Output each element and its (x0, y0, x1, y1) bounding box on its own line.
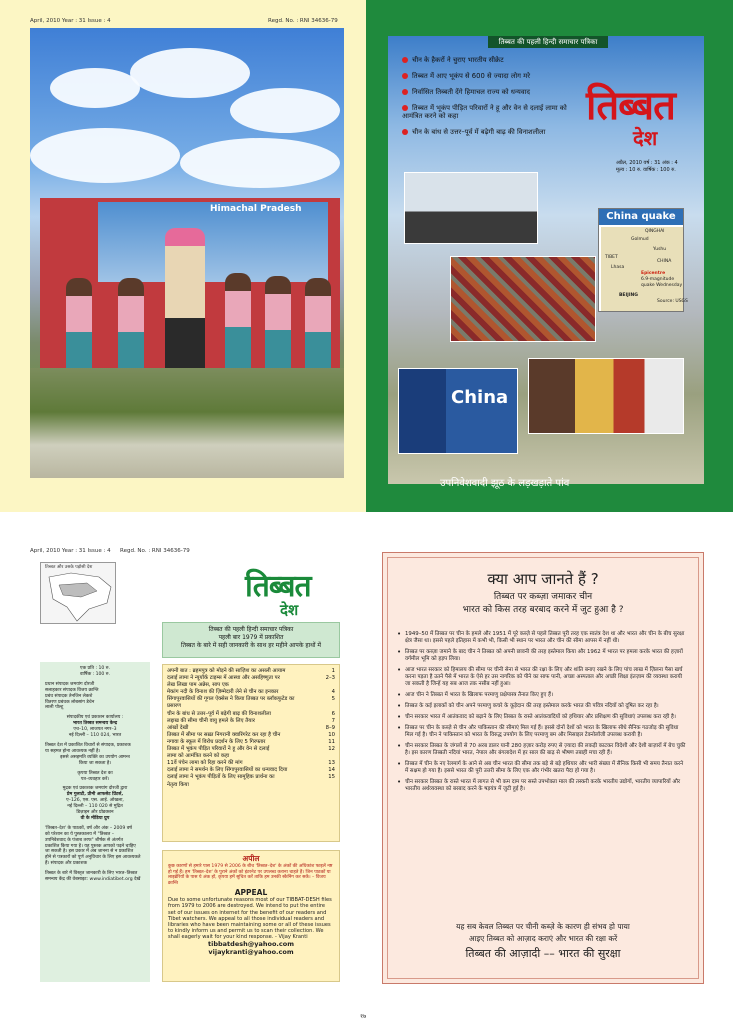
masthead-title: तिब्बत (586, 82, 675, 129)
banner-text: Himachal Pradesh (210, 204, 302, 214)
map-label: Epicentre (641, 271, 666, 276)
imprint-line: ए–126, एस. एस. आई. ओखला, (66, 798, 124, 804)
tl-header-regd: Regd. No. : RNI 34636-79 (268, 18, 338, 24)
contents-masthead-sub: देश (280, 601, 299, 619)
toc-entry-title: दलाई लामा ने भूकंप पीड़ितों के लिए सामूहिक प्रार्थना का (167, 774, 275, 781)
toc-entry[interactable] (167, 703, 335, 710)
toc-entry-page: 10 (328, 731, 335, 738)
toc-entry[interactable] (167, 696, 335, 703)
imprint-line: एक प्रति : 10 रु. (80, 666, 110, 671)
cover-price-info: मूल्य : 10 रु. वार्षिक : 100 रु. (616, 167, 676, 173)
imprint-line: संपादकीय एवं प्रकाशन कार्यालय : (66, 715, 124, 721)
toc-entry-page (332, 782, 335, 789)
minister-photo (398, 368, 518, 454)
china-quake-map (601, 227, 688, 311)
imprint-line: प्रकाशित किया गया है। यह पुस्तक आपको पढ़ने चाहिए (45, 843, 136, 849)
imprint-line: लाली पोल्टू (45, 705, 64, 711)
toc-entry-page: 8–9 (325, 724, 335, 731)
appeal-box (162, 850, 340, 982)
toc-entry[interactable] (167, 718, 335, 725)
did-you-know-footer (383, 921, 703, 963)
imprint-line: तिब्बत देश में प्रकाशित विचारों से संपादक, प्रकाशक (45, 742, 131, 748)
toc-entry-title: प्रसारण (167, 703, 181, 710)
masthead-subtitle: देश (633, 126, 658, 150)
appeal-heading-english: APPEAL (234, 888, 268, 898)
fact-item: • चीन सरकार भारत में आतंकवाद को बढ़ाने के लिए तिब्बत के रास्ते आतंकवादियों को हथियार और प्रशिक्षण की सुविधाएं उपलब्ध करा रही है। (397, 714, 687, 721)
imprint-line: वी के मीडिया ग्रुप (80, 815, 110, 821)
toc-entry-page (332, 703, 335, 710)
subtitle-line: भारत को किस तरह बरबाद करने में जुट हुआ है ? (462, 605, 624, 615)
cover-issue-info: अप्रैल, 2010 वर्ष : 31 अंक : 4 (616, 160, 678, 166)
fact-item: • आज चीन ने तिब्बत में भारत के खिलाफ परमाणु प्रक्षेपास्त्र तैनात किए हुए हैं। (397, 692, 687, 699)
monks-rescue-photo (450, 256, 596, 342)
cover-headline: निर्वासित तिब्बती देंगे हिमाचल राज्य को धन्यवाद (402, 88, 572, 96)
imprint-line: या सहमत होना आवश्यक नहीं है। (45, 748, 101, 754)
imprint-line: भारत तिब्बत समन्वय केन्द्र (72, 721, 118, 727)
cover-tagline: तिब्बत की पहली हिन्दी समाचार पत्रिका (488, 36, 608, 48)
imprint-line: 'तिब्बत–देश' के पाठकों, वर्ष और अंक – 2009 वर्ष (45, 825, 132, 831)
imprint-line: कृपया तिब्बत देश का (77, 770, 113, 776)
map-label: TIBET (605, 255, 618, 260)
table-of-contents (162, 664, 340, 842)
toc-header-line: तिब्बत की पहली हिन्दी समाचार पत्रिका (208, 626, 294, 633)
imprint-column (40, 662, 150, 982)
fact-list (397, 631, 687, 797)
fact-item: • तिब्बत पर चीन के कब्ज़े से चीन और पाकिस्तान की सीमाएं मिल गई हैं। इससे दोनों देशों को भारत के खिलाफ सीधे सैनिक गठजोड़ की सुविधा मिल गई है। चीन ने पाकिस्तान को भारत के विरुद्ध उपयोग के लिए परमाणु बम और मिसाइल टेक्नोलॉजी उपलब्ध करायी है। (397, 725, 687, 739)
toc-entry-page: 5 (331, 696, 335, 703)
china-quake-map-box (598, 208, 688, 312)
imprint-line: इससे असहमति व्यक्ति का उपयोग आमन्त्र (60, 754, 130, 760)
did-you-know-title: क्या आप जानते हैं ? (487, 570, 599, 588)
toc-entry-page: 15 (328, 774, 335, 781)
appeal-text-hindi: कुछ कारणों से हमारे पास 1979 से 2006 के बीच 'तिब्बत–देश' के अंकों की अधिकांश फाइलें नष्ट हो गई हैं। हम 'तिब्बत–देश' के पुराने अंकों को इंटरनेट पर उपलब्ध कराना चाहते हैं। जिन पाठकों या लाइब्रेरियों के पास ये अंक हों, कृपया हमें सूचित करें ताकि हम उनकी स्कैनिंग कर सकें। – विजय क्रान्ति (168, 864, 333, 886)
fact-item: • 1949–50 में तिब्बत पर चीन के हमले और 1951 में पूरे कब्ज़े से पहले तिब्बत पूरी तरह एक स्वतंत्र देश था और भारत और चीन के बीच सुरक्षा क्षेत्र जैसा था। इससे पहले इतिहास में कभी भी, किसी भी स्थान पर भारत और चीन की सीमा आपस में नहीं थी। (397, 631, 687, 645)
imprint-line: डिज़ाइन और प्रोडक्शन (76, 810, 114, 816)
toc-entry-page: 13 (328, 760, 335, 767)
map-title: तिब्बत और उसके पड़ोसी देश (45, 565, 93, 570)
toc-entry-title: सिंगापुरवासियों की गूगल ऐक्सेस ने किया तिब्बत पर ब्लॉकफुटेड का (167, 696, 295, 703)
cover-headline: तिब्बत में भूकंप पीड़ित परिवारों ने हू और वेन से दलाई लामा को आमंत्रित करने को कहा (402, 104, 567, 120)
toc-entry-page: 4 (331, 689, 335, 696)
fact-item: • चीन सरकार तिब्बत के जंगलों से 70 अरब डालर यानी 280 हज़ार करोड़ रुपए से ज़्यादा की लकड़ी काटकर विदेशी और देशी बाज़ारों में बेच चुकी है। इस कारण तिब्बती नदियां भारत, नेपाल और बंगलादेश में हर साल की बाढ़ से भीषण तबाही मचा रही हैं। (397, 743, 687, 757)
toc-entry-page: 7 (331, 717, 335, 724)
map-label: Source: USGS (657, 299, 688, 304)
imprint-line: प्रेम गुलाटी, प्रीमी आफसेट प्रिंटर्स, (66, 792, 124, 798)
tibet-neighbours-map (40, 562, 116, 624)
toc-entry[interactable] (167, 739, 335, 746)
toc-entry-page (332, 753, 335, 760)
cover-headline: तिब्बत में आए भूकंप से 600 से ज्यादा लोग मरे (402, 72, 572, 80)
did-you-know-box (382, 552, 704, 984)
conference-photo (404, 172, 538, 244)
fact-item: • चीन सरकार तिब्बत के रास्ते भारत में लागत से भी कम दाम पर सस्ते उपभोक्ता माल की तस्करी करके भारतीय उद्योगों, भारतीय व्यापारियों और भारतीय अर्थव्यवस्था को बरबाद करने के षड़यंत्र में जुटी हुई है। (397, 779, 687, 793)
toc-header-line: पहली बार 1979 में प्रकाशित (218, 634, 284, 641)
contents-masthead: तिब्बत (245, 569, 311, 604)
footer-slogan: तिब्बत की आज़ादी –– भारत की सुरक्षा (465, 947, 621, 960)
central-performer (165, 228, 205, 378)
footer-line: यह सब केवल तिब्बत पर चीनी कब्ज़े के कारण ही संभव हो पाया (456, 922, 630, 931)
map-label: quake Wednesday (641, 283, 683, 288)
toc-header-line: तिब्बत के बारे में सही जानकारी के साथ हर महीने आपके हाथों में (181, 642, 321, 649)
dalai-lama-photo (528, 358, 684, 434)
toc-entry-title: लामा को आमंत्रित करने को कहा (167, 753, 230, 760)
imprint-line: उपनिवेशवाद के पंजाब तरफ" शीर्षक से अंतर्गत (45, 837, 123, 843)
bl-header-issue: April, 2010 Year : 31 Issue : 4 (30, 548, 111, 554)
back-cover-photo-page (0, 0, 366, 512)
map-outline (41, 563, 117, 625)
imprint-line: प्रधान संपादक जमयांग दोरजी (45, 681, 95, 687)
imprint-line: प्रबंध संपादक तेनजिन लेकशे (45, 693, 93, 699)
toc-entry-page: 2–3 (325, 675, 335, 682)
himachal-event-photo (30, 28, 344, 478)
toc-entry-page: 14 (328, 767, 335, 774)
appeal-text-english: Due to some unfortunate reasons most of our TIBBAT-DESH files from 1979 to 2006 are destroyed. We intend to put the entire set of our issues on internet for the benefit of our readers and Tibet watchers. We appeal to all those individual readers and libraries who have been maintaining some or all of these issues to kindly inform us and permit us to scan their collection. We shall eagerly wait for your kind response. - Vijay Kranti (168, 897, 332, 940)
imprint-line: तिब्बत के बारे में विस्तृत जानकारी के लिए भारत–तिब्बत (45, 871, 138, 877)
imprint-line: नई दिल्ली – 110 020 से मुद्रित (67, 804, 123, 810)
cover-bottom-headline: उपनिवेशवादी झूठ के लड़खड़ाते पांव (440, 478, 570, 489)
toc-entry[interactable] (167, 774, 335, 781)
toc-entry[interactable] (167, 782, 335, 789)
imprint-line: को परेशान का ये पुस्तकालय में "तिब्बत – (45, 831, 115, 837)
bl-header-regd: Regd. No. : RNI 34636-79 (120, 548, 190, 554)
toc-entry-title: तिब्बत में सीमा पर सख़्त निगरानी क्वारिंगरेट कर रहा है चीन (167, 731, 281, 738)
map-label: BEIJING (619, 293, 638, 298)
map-label: 6.9-magnitude (641, 277, 675, 282)
map-label: CHINA (657, 259, 672, 264)
page-number: १७ (360, 1013, 367, 1020)
imprint-line: जा सकती है। इस प्रकार में अब जानना से न प्रकाशित (45, 849, 134, 855)
imprint-line: सलाहकार संपादक विजय क्रान्ति (45, 687, 99, 693)
toc-entry-title: लेख लिखा पाम अन्नेस, साप एक (167, 682, 229, 689)
tl-header-issue: April, 2010 Year : 31 Issue : 4 (30, 18, 111, 24)
imprint-line: हैं। संपादक और प्रकाशक (45, 861, 87, 867)
imprint-line: नई दिल्ली – 110 024, भारत (68, 733, 122, 739)
toc-entry-page: 11 (328, 738, 335, 745)
imprint-line: वार्षिक : 100 रु. (79, 671, 111, 677)
toc-header (162, 622, 340, 658)
footer-line: आइए तिब्बत को आज़ाद कराएं और भारत की रक्षा करें (468, 934, 618, 943)
imprint-line: किया जा सकता है। (78, 760, 112, 766)
toc-entry-title: चीन के बांध से उत्तर–पूर्व में बढ़ेगी बाढ़ की विनाशलीला (167, 710, 271, 717)
toc-entry[interactable] (167, 711, 335, 718)
map-label: Golmud (631, 237, 649, 242)
toc-entry-title: तिब्बत में भूकंप पीड़ित परिवारों ने हू और वेन से दलाई (167, 746, 270, 753)
imprint-line: होने से पत्रकारों को पूर्ण अनुविचार के लिए इस आवश्यकते (45, 855, 141, 861)
toc-entry-title: मेकांग नदी के विनाश की ज़िम्मेदारी लेने से चीन का इनकार (167, 689, 279, 696)
cover-headline: चीन के हैकरों ने चुराए भारतीय सीक्रेट (402, 56, 572, 64)
did-you-know-subtitle (383, 591, 703, 617)
toc-entry-title: दलाई लामा ने न्यूयॉर्क टाइम्स में आस्था और असहिष्णुता पर (167, 675, 280, 682)
toc-entry-page: 6 (331, 710, 335, 717)
imprint-line: एच–10, लाजपत नगर–3 (73, 727, 117, 733)
toc-entry-title: अपनी बात : ब्रहमपुत्र को मोड़ने की साज़िश का असली आयाम (167, 668, 286, 674)
imprint-line: मुद्रक एवं प्रकाशक जमयांग दोरजी द्वारा (62, 786, 128, 792)
toc-entry-title: 11वें पंचेन लामा को रिहा करने की मांग (167, 760, 243, 767)
toc-entry[interactable] (167, 732, 335, 739)
email-link[interactable]: vijaykranti@yahoo.com (208, 948, 294, 957)
toc-entry-title: लद्दाख की सीमा चीनी वायु हमले के लिए तैयार (167, 717, 255, 724)
fact-item: • तिब्बत पर कब्ज़ा जमाने के बाद चीन ने तिब्बत को अपनी छावनी की तरह इस्तेमाल किया और 1962 में भारत पर हमला करके भारत की हज़ारों वर्गमील भूमि को हड़प लिया। (397, 649, 687, 663)
subtitle-line: तिब्बत पर कब्ज़ा जमाकर चीन (493, 592, 593, 602)
cover-headline: चीन के बांध से उत्तर–पूर्व में बढ़ेगी बाढ़ की विनाशलीला (402, 128, 572, 136)
magazine-cover (388, 36, 704, 484)
toc-entry-title: नेतृत्व किया (167, 781, 189, 788)
fact-item: • तिब्बत के कई इलाकों को चीन अपने परमाणु कचरे के कूड़ेदान की तरह इस्तेमाल करके भारत की पवित्र नदियों को दूषित कर रहा है। (397, 703, 687, 710)
fact-item: • तिब्बत में चीन के नए रेलमार्ग के आने से अब चीन भारत की सीमा तक बड़े से बड़े हथियार और भारी संख्या में सैनिक किसी भी समय तैनात करने में सक्षम हो गया है। इससे भारत की पूरी उत्तरी सीमा के लिए एक और गंभीर खतरा पैदा हो गया है। (397, 761, 687, 775)
toc-entry-title: आंखों देखी (167, 724, 189, 731)
email-link[interactable]: tibbatdesh@yahoo.com (208, 940, 294, 949)
toc-entry[interactable] (167, 725, 335, 732)
china-photo-caption: China (451, 387, 509, 408)
fact-item: • आज भारत सरकार को हिमालय की सीमा पर चीनी सेना से भारत की रक्षा के लिए और शांति बनाए रखने के लिए पांच लाख में ज़िलना पैसा खर्च करना पड़ता है उतने पैसे में भारत के ऐसे हर उस नागरिक को पीने का साफ पानी, अच्छा अस्पताल और अच्छी शिक्षा इंतज़ाम की व्यवस्था करायी जा सकती है जिन्हें यह सब आज तक नसीब नहीं हुआ। (397, 667, 687, 688)
appeal-heading-hindi: अपील (242, 854, 260, 863)
map-label: Yushu (653, 247, 667, 252)
toc-entry-page: 12 (328, 746, 335, 753)
imprint-line: वितरण प्रबंधक लोबसांग डेचेन (45, 699, 95, 705)
imprint-line: पत्र–व्यवहार करें। (80, 776, 110, 782)
china-quake-title: China quake (599, 209, 683, 225)
toc-entry-page (332, 682, 335, 689)
map-label: QINGHAI (645, 229, 665, 234)
toc-entry-title: नगावा के स्कूल में विरोध प्रदर्शन के लिए 5 गिरफ्तार (167, 738, 266, 745)
imprint-line: समन्वय केंद्र की वेबसाइट: www.indiatibet.org देखें (45, 877, 141, 883)
toc-entry-page: 1 (331, 668, 335, 674)
map-label: Lhasa (611, 265, 625, 270)
toc-entry-title: दलाई लामा ने समर्थन के लिए सिंगापुरवासियों का धन्यवाद दिया (167, 767, 288, 774)
